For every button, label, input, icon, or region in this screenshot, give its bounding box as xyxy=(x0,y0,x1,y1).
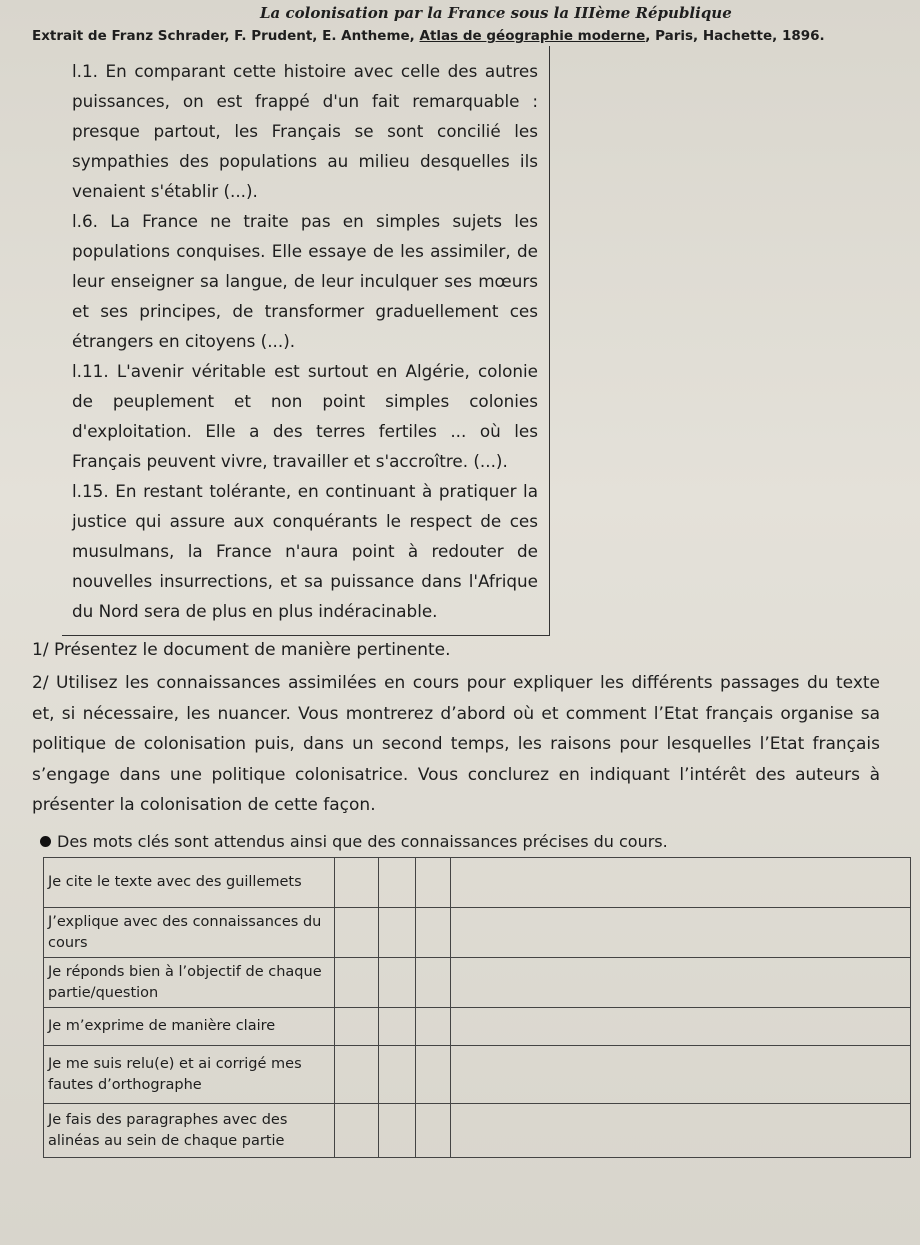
criterion-cell: Je réponds bien à l’objectif de chaque partie/question xyxy=(44,958,335,1008)
check-cell[interactable] xyxy=(335,1104,379,1158)
check-cell[interactable] xyxy=(379,1008,416,1046)
check-cell[interactable] xyxy=(335,858,379,908)
self-assessment-grid xyxy=(43,857,911,1158)
criterion-cell: J’explique avec des connaissances du cours xyxy=(44,908,335,958)
comment-cell[interactable] xyxy=(451,958,911,1008)
check-cell[interactable] xyxy=(379,1046,416,1104)
excerpt-paragraph-4: l.15. En restant tolérante, en continuant à pratiquer la justice qui assure aux conquérants le respect de ces musulmans, la France n'aura point à redouter de nouvelles insurrections, et sa puissance dans l'Afrique du Nord sera de plus en plus indéracinable. xyxy=(72,481,538,621)
check-cell[interactable] xyxy=(416,1046,451,1104)
text-excerpt-box xyxy=(62,46,550,636)
check-cell[interactable] xyxy=(379,1104,416,1158)
excerpt-paragraph-2: l.6. La France ne traite pas en simples sujets les populations conquises. Elle essaye de les assimiler, de leur enseigner sa langue, de leur inculquer ses mœurs et ses principes, de transformer graduellement ces étrangers en citoyens (...). xyxy=(72,211,538,351)
check-cell[interactable] xyxy=(379,908,416,958)
bullet-icon xyxy=(40,836,51,847)
instruction-note xyxy=(40,832,668,851)
table-row xyxy=(44,1046,911,1104)
question-2: 2/ Utilisez les connaissances assimilées en cours pour expliquer les différents passages du texte et, si nécessaire, les nuancer. Vous montrerez d’abord où et comment l’Etat français organise sa politique de colonisation puis, dans un second temps, les raisons pour lesquelles l’Etat français s’engage dans une politique colonisatrice. Vous conclurez en indiquant l’intérêt des auteurs à présenter la colonisation de cette façon. xyxy=(32,673,880,815)
table-row xyxy=(44,908,911,958)
check-cell[interactable] xyxy=(416,908,451,958)
excerpt-paragraph-3: l.11. L'avenir véritable est surtout en Algérie, colonie de peuplement et non point simples colonies d'exploitation. Elle a des terres fertiles ... où les Français peuvent vivre, travailler et s'accroître. (...). xyxy=(72,361,538,471)
comment-cell[interactable] xyxy=(451,908,911,958)
check-cell[interactable] xyxy=(379,958,416,1008)
criterion-cell: Je m’exprime de manière claire xyxy=(44,1008,335,1046)
source-citation xyxy=(32,28,825,44)
table-row xyxy=(44,1008,911,1046)
table-row xyxy=(44,958,911,1008)
source-suffix: , Paris, Hachette, 1896. xyxy=(645,28,825,44)
check-cell[interactable] xyxy=(416,1008,451,1046)
check-cell[interactable] xyxy=(416,958,451,1008)
check-cell[interactable] xyxy=(416,858,451,908)
criterion-cell: Je cite le texte avec des guillemets xyxy=(44,858,335,908)
table-row xyxy=(44,858,911,908)
criterion-cell: Je me suis relu(e) et ai corrigé mes fautes d’orthographe xyxy=(44,1046,335,1104)
instruction-note-text: Des mots clés sont attendus ainsi que des connaissances précises du cours. xyxy=(57,832,668,851)
check-cell[interactable] xyxy=(335,1008,379,1046)
check-cell[interactable] xyxy=(335,908,379,958)
excerpt-paragraph-1: l.1. En comparant cette histoire avec celle des autres puissances, on est frappé d'un fait remarquable : presque partout, les Français se sont concilié les sympathies des populations au milieu desquelles ils venaient s'établir (...). xyxy=(72,61,538,201)
check-cell[interactable] xyxy=(335,958,379,1008)
comment-cell[interactable] xyxy=(451,1046,911,1104)
table-row xyxy=(44,1104,911,1158)
comment-cell[interactable] xyxy=(451,1104,911,1158)
comment-cell[interactable] xyxy=(451,858,911,908)
source-atlas-title: Atlas de géographie moderne xyxy=(419,28,646,44)
check-cell[interactable] xyxy=(335,1046,379,1104)
comment-cell[interactable] xyxy=(451,1008,911,1046)
source-prefix: Extrait de Franz Schrader, F. Prudent, E. Antheme, xyxy=(32,28,420,44)
check-cell[interactable] xyxy=(379,858,416,908)
question-1: 1/ Présentez le document de manière pertinente. xyxy=(32,640,451,660)
document-title: La colonisation par la France sous la IIIème République xyxy=(260,4,732,22)
criterion-cell: Je fais des paragraphes avec des alinéas au sein de chaque partie xyxy=(44,1104,335,1158)
check-cell[interactable] xyxy=(416,1104,451,1158)
